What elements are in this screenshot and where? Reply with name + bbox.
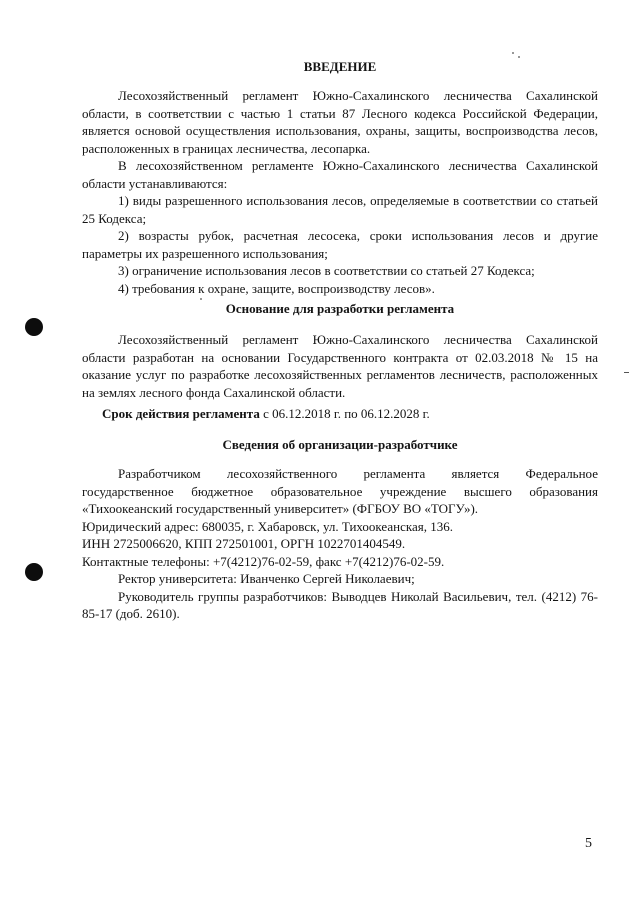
page-title: ВВЕДЕНИЕ xyxy=(303,59,377,74)
scan-speck xyxy=(518,56,520,58)
rector-line: Ректор университета: Иванченко Сергей Николаевич; xyxy=(118,571,415,587)
scan-mark xyxy=(624,372,629,373)
tax-ids: ИНН 2725006620, КПП 272501001, ОРГН 1022701404549. xyxy=(82,536,406,552)
intro-section xyxy=(82,87,598,298)
basis-heading: Основание для разработки регламента xyxy=(225,301,455,316)
punch-hole-mark xyxy=(25,563,43,581)
scan-speck xyxy=(512,52,514,54)
team-lead-line: Руководитель группы разработчиков: Выводцев Николай Васильевич, тел. (4212) 76-85-17 (доб. 2610). xyxy=(82,588,598,622)
punch-hole-mark xyxy=(25,318,43,336)
developer-section xyxy=(82,465,598,623)
page-number: 5 xyxy=(585,836,592,851)
term-label: Срок действия регламента xyxy=(102,406,260,421)
legal-address: Юридический адрес: 680035, г. Хабаровск, ул. Тихоокеанская, 136. xyxy=(82,518,453,534)
list-item-2: 2) возрасты рубок, расчетная лесосека, сроки использования лесов и другие параметры их разрешенного использования; xyxy=(82,228,598,261)
contact-phones: Контактные телефоны: +7(4212)76-02-59, факс +7(4212)76-02-59. xyxy=(82,553,445,569)
intro-paragraph-1: Лесохозяйственный регламент Южно-Сахалинского лесничества Сахалинской области, в соответствии с частью 1 статьи 87 Лесного кодекса Российской Федерации, является основой осуществления использования, охраны, защиты, воспроизводства лесов, расположенных в границах лесничества, лесопарка. xyxy=(82,88,598,156)
scan-speck xyxy=(200,298,202,300)
list-item-1: 1) виды разрешенного использования лесов, определяемые в соответствии со статьей 25 Кодекса; xyxy=(82,193,598,226)
term-value: с 06.12.2018 г. по 06.12.2028 г. xyxy=(263,406,430,421)
term-line xyxy=(82,405,598,423)
developer-heading: Сведения об организации-разработчике xyxy=(222,437,458,452)
list-item-4: 4) требования к охране, защите, воспроизводству лесов». xyxy=(118,281,435,297)
developer-intro: Разработчиком лесохозяйственного регламента является Федеральное государственное бюджетное образовательное учреждение высшего образования «Тихоокеанский государственный университет» (ФГБОУ ВО «ТОГУ»). xyxy=(82,466,598,517)
list-item-3: 3) ограничение использования лесов в соответствии со статьей 27 Кодекса; xyxy=(118,263,535,279)
basis-paragraph: Лесохозяйственный регламент Южно-Сахалинского лесничества Сахалинской области разработан на основании Государственного контракта от 02.03.2018 № 15 на оказание услуг по разработке лесохозяйственных регламентов лесничеств, расположенных на землях лесного фонда Сахалинской области. xyxy=(82,332,598,400)
basis-section xyxy=(82,331,598,401)
intro-paragraph-2: В лесохозяйственном регламенте Южно-Сахалинского лесничества Сахалинской области устанавливаются: xyxy=(82,158,598,191)
